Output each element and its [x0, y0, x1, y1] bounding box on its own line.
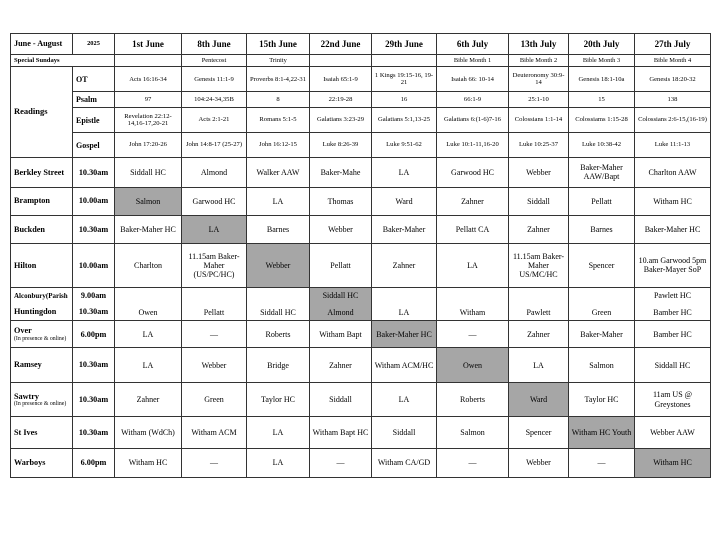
special-cell: Bible Month 1: [437, 54, 509, 67]
rota-cell: Siddall: [509, 187, 569, 215]
rota-cell: Baker-Maher HC: [115, 215, 182, 243]
special-cell: [310, 54, 372, 67]
psalm-label: Psalm: [73, 92, 115, 108]
church-row-ramsey: [11, 348, 711, 382]
service-time: 6.00pm: [73, 321, 115, 348]
special-cell: [372, 54, 437, 67]
church-name: Buckden: [11, 215, 73, 243]
rota-cell: Witham Bapt: [310, 321, 372, 348]
rota-cell: Pellatt: [569, 187, 635, 215]
rota-cell: Garwood HC: [182, 187, 247, 215]
reading-cell: Colossians 2:6-15,(16-19): [635, 108, 711, 133]
rota-cell: Zahner: [372, 243, 437, 287]
rota-cell: —: [569, 448, 635, 477]
rota-cell: Webber: [182, 348, 247, 382]
reading-cell: 15: [569, 92, 635, 108]
rota-cell: Ward: [372, 187, 437, 215]
church-row-huntingdon: [11, 304, 711, 321]
reading-cell: John 16:12-15: [247, 133, 310, 158]
service-time: 9.00am: [73, 287, 115, 304]
rota-cell: Roberts: [247, 321, 310, 348]
rota-cell: [509, 287, 569, 304]
rota-cell: Siddall HC: [115, 158, 182, 187]
rota-cell: LA: [372, 304, 437, 321]
church-name: Berkley Street: [11, 158, 73, 187]
reading-cell: Luke 10:1-11,16-20: [437, 133, 509, 158]
reading-cell: Luke 11:1-13: [635, 133, 711, 158]
rota-cell: Taylor HC: [247, 382, 310, 416]
date-header: 13th July: [509, 34, 569, 55]
rota-cell: Baker-Maher: [569, 321, 635, 348]
rota-cell: Charlton: [115, 243, 182, 287]
rota-cell: —: [437, 321, 509, 348]
special-sundays-label: Special Sundays: [11, 54, 115, 67]
rota-cell: Witham HC: [635, 448, 711, 477]
rota-cell: 11am US @ Greystones: [635, 382, 711, 416]
date-header: 20th July: [569, 34, 635, 55]
reading-cell: 22:19-28: [310, 92, 372, 108]
rota-cell: Baker-Maher: [372, 215, 437, 243]
service-time: 6.00pm: [73, 448, 115, 477]
psalm-row: [11, 92, 711, 108]
reading-cell: Colossians 1:1-14: [509, 108, 569, 133]
reading-cell: 66:1-9: [437, 92, 509, 108]
rota-cell: Walker AAW: [247, 158, 310, 187]
ot-label: OT: [73, 67, 115, 92]
date-header: 29th June: [372, 34, 437, 55]
rota-cell: —: [310, 448, 372, 477]
rota-cell: Webber: [509, 158, 569, 187]
rota-cell: 11.15am Baker-Maher US/MC/HC: [509, 243, 569, 287]
church-name: Sawtry: [14, 391, 40, 401]
rota-cell: Baker-Mahe: [310, 158, 372, 187]
special-sundays-row: [11, 54, 711, 67]
rota-cell: Taylor HC: [569, 382, 635, 416]
rota-cell: Pellatt: [310, 243, 372, 287]
service-time: 10.30am: [73, 417, 115, 448]
date-header: 27th July: [635, 34, 711, 55]
rota-cell: Baker-Maher AAW/Bapt: [569, 158, 635, 187]
rota-cell: Zahner: [115, 382, 182, 416]
rota-cell: Bamber HC: [635, 304, 711, 321]
rota-cell: LA: [115, 348, 182, 382]
date-header: 8th June: [182, 34, 247, 55]
rota-cell: Webber: [247, 243, 310, 287]
rota-cell: Thomas: [310, 187, 372, 215]
reading-cell: Proverbs 8:1-4,22-31: [247, 67, 310, 92]
church-name: Over: [14, 326, 32, 336]
rota-cell: Baker-Maher HC: [372, 321, 437, 348]
rota-cell: Webber: [310, 215, 372, 243]
date-header: 1st June: [115, 34, 182, 55]
rota-cell: Zahner: [437, 187, 509, 215]
rota-cell: Pellatt: [182, 304, 247, 321]
reading-cell: Genesis 11:1-9: [182, 67, 247, 92]
special-cell: Pentecost: [182, 54, 247, 67]
reading-cell: Galatians 5:1,13-25: [372, 108, 437, 133]
rota-cell: Spencer: [569, 243, 635, 287]
epistle-row: [11, 108, 711, 133]
rota-cell: Barnes: [247, 215, 310, 243]
rota-cell: Witham (WdCh): [115, 417, 182, 448]
church-row-alconbury: [11, 287, 711, 304]
rota-cell: Witham ACM: [182, 417, 247, 448]
church-name-cell: [11, 382, 73, 416]
gospel-row: [11, 133, 711, 158]
rota-cell: Witham HC Youth: [569, 417, 635, 448]
church-row-brampton: [11, 187, 711, 215]
rota-cell: Pawlett: [509, 304, 569, 321]
rota-cell: 11.15am Baker-Maher (US/PC/HC): [182, 243, 247, 287]
rota-cell: Pellatt CA: [437, 215, 509, 243]
rota-cell: Salmon: [115, 187, 182, 215]
rota-cell: —: [437, 448, 509, 477]
church-row-st-ives: [11, 417, 711, 448]
rota-cell: Ward: [509, 382, 569, 416]
church-name: Alconbury(Parish: [11, 287, 73, 304]
church-name: St Ives: [11, 417, 73, 448]
reading-cell: 138: [635, 92, 711, 108]
reading-cell: Acts 2:1-21: [182, 108, 247, 133]
rota-cell: Charlton AAW: [635, 158, 711, 187]
reading-cell: Acts 16:16-34: [115, 67, 182, 92]
date-header: 6th July: [437, 34, 509, 55]
reading-cell: Luke 10:25-37: [509, 133, 569, 158]
reading-cell: Galatians 6:(1-6)7-16: [437, 108, 509, 133]
rota-cell: Siddall HC: [310, 287, 372, 304]
rota-cell: Siddall HC: [247, 304, 310, 321]
rota-cell: Witham Bapt HC: [310, 417, 372, 448]
reading-cell: 104:24-34,35B: [182, 92, 247, 108]
readings-label: Readings: [11, 67, 73, 158]
rota-cell: Salmon: [569, 348, 635, 382]
reading-cell: Luke 9:51-62: [372, 133, 437, 158]
reading-cell: Galatians 3:23-29: [310, 108, 372, 133]
reading-cell: John 14:8-17 (25-27): [182, 133, 247, 158]
reading-cell: Isaiah 65:1-9: [310, 67, 372, 92]
rota-cell: Pawlett HC: [635, 287, 711, 304]
rota-cell: [569, 287, 635, 304]
special-cell: [115, 54, 182, 67]
church-name: Ramsey: [11, 348, 73, 382]
rota-cell: Garwood HC: [437, 158, 509, 187]
rota-cell: Witham HC: [115, 448, 182, 477]
reading-cell: Revelation 22:12-14,16-17,20-21: [115, 108, 182, 133]
church-row-buckden: [11, 215, 711, 243]
rota-cell: Webber: [509, 448, 569, 477]
gospel-label: Gospel: [73, 133, 115, 158]
reading-cell: 16: [372, 92, 437, 108]
church-row-hilton: [11, 243, 711, 287]
church-note: (In presence & online): [14, 335, 67, 342]
special-cell: Bible Month 4: [635, 54, 711, 67]
rota-cell: [115, 287, 182, 304]
reading-cell: Romans 5:1-5: [247, 108, 310, 133]
special-cell: Bible Month 2: [509, 54, 569, 67]
rota-cell: [437, 287, 509, 304]
church-row-warboys: [11, 448, 711, 477]
service-time: 10.30am: [73, 382, 115, 416]
rota-cell: Owen: [437, 348, 509, 382]
church-name: Huntingdon: [11, 304, 73, 321]
rota-cell: LA: [247, 417, 310, 448]
epistle-label: Epistle: [73, 108, 115, 133]
rota-cell: Green: [569, 304, 635, 321]
rota-cell: [247, 287, 310, 304]
church-row-sawtry: [11, 382, 711, 416]
reading-cell: 25:1-10: [509, 92, 569, 108]
rota-cell: Barnes: [569, 215, 635, 243]
rota-cell: LA: [437, 243, 509, 287]
rota-cell: Baker-Maher HC: [635, 215, 711, 243]
rota-cell: Almond: [182, 158, 247, 187]
rota-table: [10, 33, 711, 478]
reading-cell: Isaiah 66: 10-14: [437, 67, 509, 92]
church-name-cell: [11, 321, 73, 348]
rota-cell: Bamber HC: [635, 321, 711, 348]
rota-cell: LA: [115, 321, 182, 348]
rota-cell: Owen: [115, 304, 182, 321]
rota-cell: LA: [247, 187, 310, 215]
church-row-berkley-street: [11, 158, 711, 187]
reading-cell: Genesis 18:20-32: [635, 67, 711, 92]
reading-cell: Colossiams 1:15-28: [569, 108, 635, 133]
rota-cell: —: [182, 321, 247, 348]
rota-cell: [182, 287, 247, 304]
date-header: 22nd June: [310, 34, 372, 55]
special-cell: Trinity: [247, 54, 310, 67]
church-name: Warboys: [11, 448, 73, 477]
header-row: [11, 34, 711, 55]
rota-cell: Green: [182, 382, 247, 416]
rota-cell: [372, 287, 437, 304]
church-note: (In presence & online): [14, 400, 67, 407]
date-header: 15th June: [247, 34, 310, 55]
church-name: Hilton: [11, 243, 73, 287]
rota-cell: LA: [509, 348, 569, 382]
service-time: 10.00am: [73, 187, 115, 215]
rota-cell: LA: [182, 215, 247, 243]
rota-cell: —: [182, 448, 247, 477]
rota-cell: Salmon: [437, 417, 509, 448]
rota-cell: Witham: [437, 304, 509, 321]
rota-cell: Siddall: [372, 417, 437, 448]
special-cell: Bible Month 3: [569, 54, 635, 67]
reading-cell: 1 Kings 19:15-16, 19-21: [372, 67, 437, 92]
rota-cell: Spencer: [509, 417, 569, 448]
reading-cell: 8: [247, 92, 310, 108]
rota-cell: Witham HC: [635, 187, 711, 215]
rota-cell: LA: [247, 448, 310, 477]
reading-cell: Luke 8:26-39: [310, 133, 372, 158]
year-cell: 2025: [73, 34, 115, 55]
rota-cell: Witham ACM/HC: [372, 348, 437, 382]
reading-cell: Deuteronomy 30:9-14: [509, 67, 569, 92]
rota-cell: Zahner: [509, 321, 569, 348]
church-row-over: [11, 321, 711, 348]
rota-cell: Zahner: [310, 348, 372, 382]
rota-cell: Siddall HC: [635, 348, 711, 382]
service-time: 10.00am: [73, 243, 115, 287]
rota-cell: Roberts: [437, 382, 509, 416]
rota-cell: Almond: [310, 304, 372, 321]
rota-cell: LA: [372, 158, 437, 187]
table-title: June - August: [11, 34, 73, 55]
reading-cell: Genesis 18:1-10a: [569, 67, 635, 92]
rota-cell: Webber AAW: [635, 417, 711, 448]
service-time: 10.30am: [73, 215, 115, 243]
rota-cell: Bridge: [247, 348, 310, 382]
church-name: Brampton: [11, 187, 73, 215]
rota-cell: LA: [372, 382, 437, 416]
rota-cell: Witham CA/GD: [372, 448, 437, 477]
reading-cell: John 17:20-26: [115, 133, 182, 158]
service-time: 10.30am: [73, 304, 115, 321]
ot-row: [11, 67, 711, 92]
rota-cell: Zahner: [509, 215, 569, 243]
rota-cell: Siddall: [310, 382, 372, 416]
service-time: 10.30am: [73, 158, 115, 187]
reading-cell: Luke 10:38-42: [569, 133, 635, 158]
reading-cell: 97: [115, 92, 182, 108]
rota-cell: 10.am Garwood 5pm Baker-Mayer SoP: [635, 243, 711, 287]
service-time: 10.30am: [73, 348, 115, 382]
